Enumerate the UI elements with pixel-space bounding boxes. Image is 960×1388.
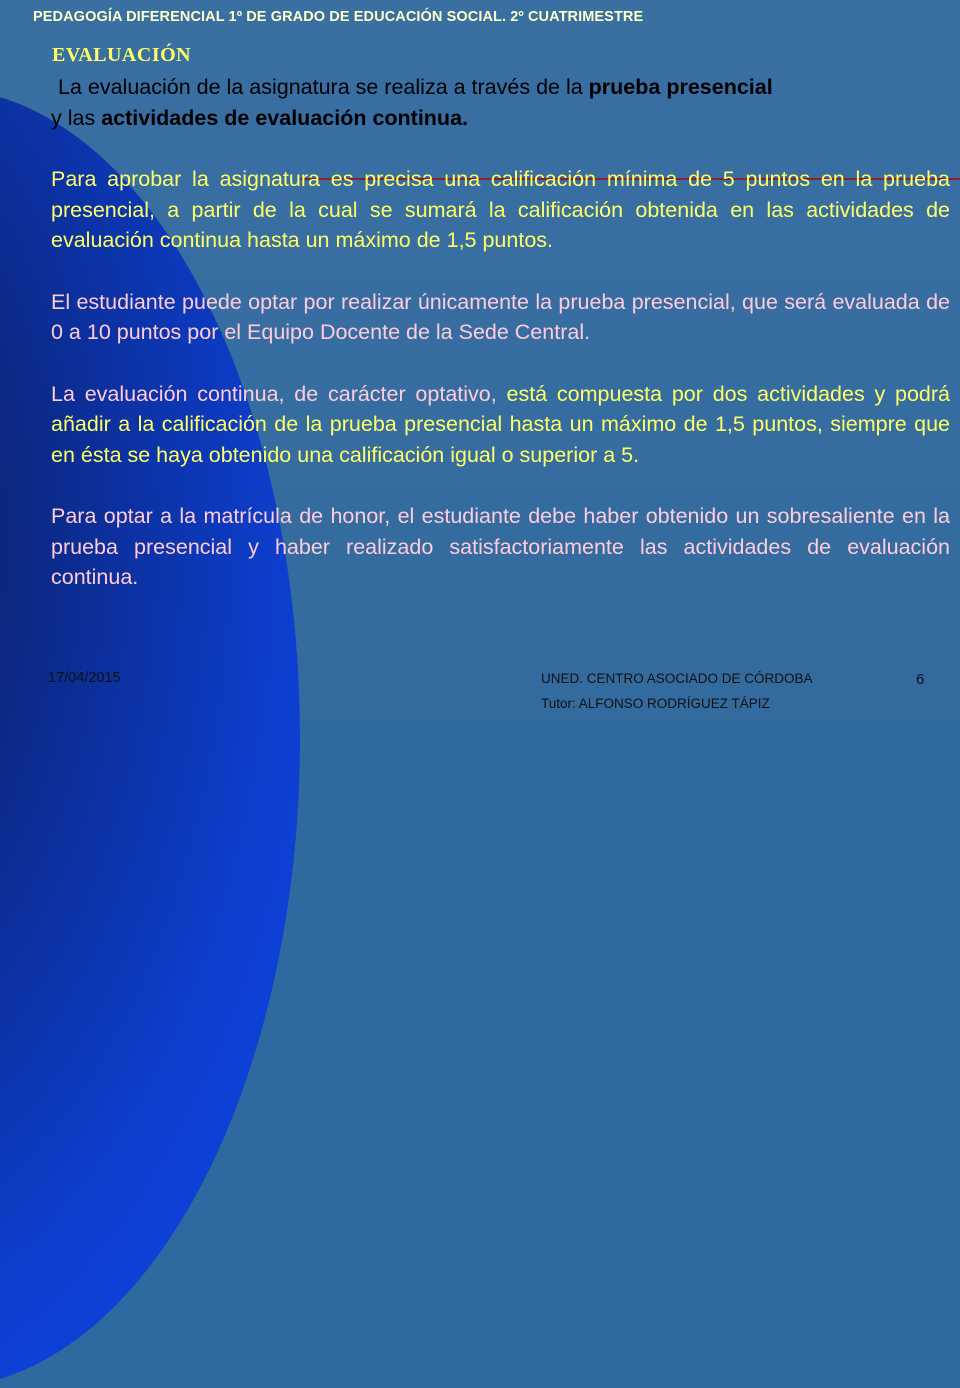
slide-content [51,72,950,593]
intro-bold-1: prueba presencial [588,75,773,99]
continuous-intro: La evaluación continua, de carácter optativo, [51,381,497,406]
paragraph-presential: El estudiante puede optar por realizar únicamente la prueba presencial, que será evaluada de 0 a 10 puntos por el Equipo Docente de la Sede Central. [51,289,950,344]
intro-text: La evaluación de la asignatura se realiza a través de la [58,75,589,99]
slide-title: EVALUACIÓN [52,44,192,66]
slide-header: PEDAGOGÍA DIFERENCIAL 1º DE GRADO DE EDUCACIÓN SOCIAL. 2º CUATRIMESTRE [33,9,644,25]
paragraph-honors: Para optar a la matrícula de honor, el estudiante debe haber obtenido un sobresaliente en la prueba presencial y haber realizado satisfactoriamente las actividades de evaluación continua. [51,504,950,589]
paragraph-continuous [51,379,950,471]
paragraph-approval: Para aprobar la asignatura es precisa una calificación mínima de 5 puntos en la prueba presencial, a partir de la cual se sumará la calificación obtenida en las actividades de evaluación continua hasta un máximo de 1,5 puntos. [51,167,950,252]
paragraph-intro [51,72,950,133]
footer-tutor: Tutor: ALFONSO RODRÍGUEZ TÁPIZ [541,696,770,711]
continuous-detail: está compuesta por dos actividades y podrá añadir a la calificación de la prueba presencial hasta un máximo de 1,5 puntos, siempre que en ésta se haya obtenido una calificación igual o superior a 5. [51,381,950,467]
page-number: 6 [916,671,925,688]
footer-center: UNED. CENTRO ASOCIADO DE CÓRDOBA [541,671,813,686]
intro-text-2: y las [51,105,102,130]
footer-date: 17/04/2015 [48,670,121,686]
intro-bold-2: actividades de evaluación continua. [101,105,468,130]
